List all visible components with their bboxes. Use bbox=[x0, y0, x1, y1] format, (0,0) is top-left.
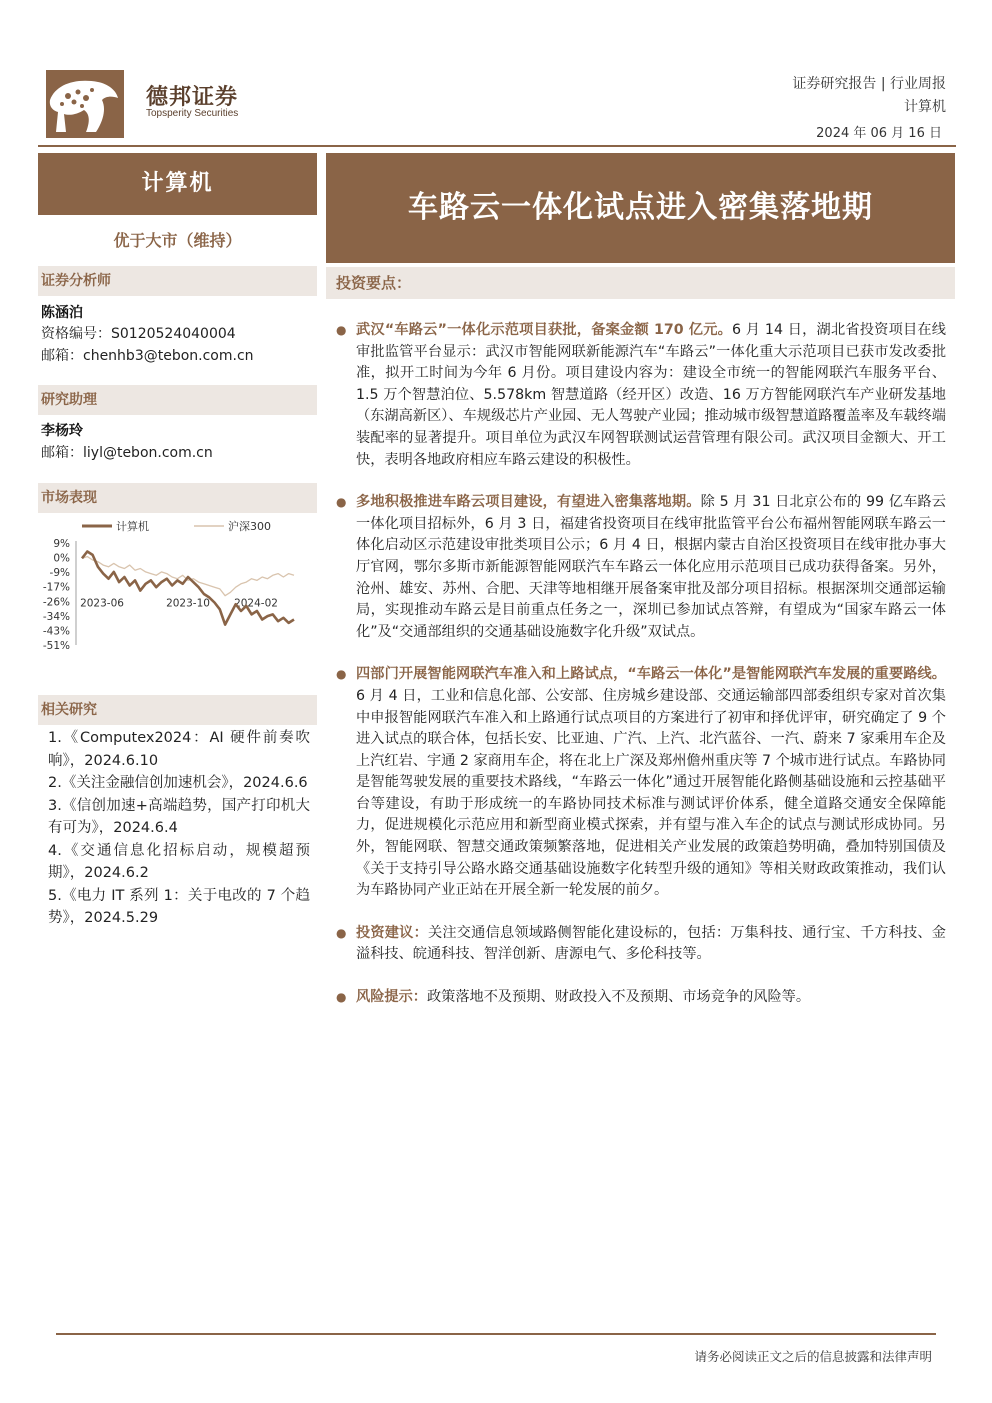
key-point-text: 6 月 4 日，工业和信息化部、公安部、住房城乡建设部、交通运输部四部委组织专家对首次集中申报智能网联汽车准入和上路通行试点项目的方案进行了初审和择优评审，研究确定了 9 个进入试点的联合体，包括长安、比亚迪、广汽、上汽、北汽蓝谷、一汽、蔚来 7 家乘用车企及上汽红岩、宇通 2 家商用车企，将在北上广深及郑州儋州重庆等 7 个城市进行试点。车路协同是智能驾驶发展的重要技术路线，“车路云一体化”通过开展智能化路侧基础设施和云控基础平台等建设，有助于形成统一的车路协同技术标准与测试评价体系，健全道路交通安全保障能力，促进规模化示范应用和新型商业模式探索，并有望与准入车企的试点与测试形成协同。另外，智能网联、智慧交通政策频繁落地，促进相关产业发展的政策趋势明确，叠加特别国债及《关于支持引导公路水路交通基础设施数字化转型升级的通知》等相关财政政策推动，我们认为车路协同产业正站在开展全新一轮发展的前夕。 bbox=[356, 687, 946, 899]
key-point bbox=[334, 320, 946, 471]
market-chart-svg bbox=[38, 515, 317, 655]
footer-disclaimer: 请务必阅读正文之后的信息披露和法律声明 bbox=[694, 1349, 932, 1364]
analyst-email: 邮箱：chenhb3@tebon.com.cn bbox=[41, 348, 254, 364]
related-item[interactable]: 3.《信创加速+高端趋势，国产打印机大有可为》，2024.6.4 bbox=[48, 797, 310, 836]
key-point bbox=[334, 923, 946, 966]
leopard-logo-icon bbox=[46, 70, 124, 138]
sector-banner: 计算机 bbox=[38, 153, 317, 215]
analyst-cert: 资格编号：S0120524040004 bbox=[41, 326, 236, 342]
y-tick-label: 9% bbox=[53, 538, 70, 550]
report-type-block bbox=[792, 73, 946, 119]
key-point-text: 6 月 14 日，湖北省投资项目在线审批监管平台显示：武汉市智能网联新能源汽车“车路云”一体化重大示范项目已获市发改委批准，拟开工时间为今年 6 月份。项目建设内容为：建设全市统一的智能网联汽车服务平台、1.5 万个智慧泊位、5.578km 智慧道路（经开区）改造、16 万方智能网联汽车产业研发基地（东湖高新区）、车规级芯片产业园、无人驾驶产业园；推动城市级智慧道路覆盖率及车载终端装配率的显著提升。项目单位为武汉车网智联测试运营管理有限公司。武汉项目金额大、开工快，表明各地政府相应车路云建设的积极性。 bbox=[356, 322, 947, 468]
report-title: 车路云一体化试点进入密集落地期 bbox=[326, 153, 955, 263]
key-point-text: 政策落地不及预期、财政投入不及预期、市场竞争的风险等。 bbox=[426, 989, 811, 1006]
related-item[interactable]: 5.《电力 IT 系列 1：关于电改的 7 个趋势》，2024.5.29 bbox=[48, 887, 310, 926]
assistant-name: 李杨玲 bbox=[41, 423, 83, 439]
y-tick-label: -26% bbox=[42, 596, 70, 609]
footer-divider bbox=[56, 1333, 936, 1335]
y-tick-label: -17% bbox=[42, 581, 70, 594]
bullet-icon: ● bbox=[336, 990, 347, 1005]
x-tick-label: 2023-10 bbox=[166, 597, 210, 610]
brand-logo bbox=[46, 70, 124, 138]
bullet-icon: ● bbox=[336, 667, 347, 682]
market-heading: 市场表现 bbox=[38, 483, 317, 513]
legend-label: 计算机 bbox=[116, 520, 149, 533]
key-point-lead: 风险提示： bbox=[356, 989, 427, 1006]
key-point bbox=[334, 492, 946, 643]
key-point bbox=[334, 664, 946, 902]
header-sector: 计算机 bbox=[904, 99, 946, 115]
legend-label: 沪深300 bbox=[228, 520, 271, 533]
y-tick-label: -9% bbox=[49, 567, 70, 580]
key-point-lead: 四部门开展智能网联汽车准入和上路试点，“车路云一体化”是智能网联汽车发展的重要路线。 bbox=[356, 666, 946, 683]
analyst-heading: 证券分析师 bbox=[38, 266, 317, 296]
x-tick-label: 2024-02 bbox=[234, 597, 278, 610]
assistant-email: 邮箱：liyl@tebon.com.cn bbox=[41, 445, 213, 461]
related-heading: 相关研究 bbox=[38, 695, 317, 725]
key-points-heading: 投资要点： bbox=[326, 267, 955, 299]
bullet-icon: ● bbox=[336, 925, 347, 940]
key-points-body bbox=[334, 320, 946, 1030]
x-tick-label: 2023-06 bbox=[80, 597, 124, 610]
related-item[interactable]: 1.《Computex2024：AI 硬件前奏吹响》，2024.6.10 bbox=[48, 730, 310, 769]
key-point-text: 除 5 月 31 日北京公布的 99 亿车路云一体化项目招标外，6 月 3 日，福建省投资项目在线审批监管平台公布福州智能网联车路云一体化启动区示范建设审批类项目公示；6 月 4 日，根据内蒙古自治区投资项目在线审批办事大厅官网，鄂尔多斯市新能源智能网联汽车车路云一体化应用示范项目已成功获得备案。另外，沧州、雄安、苏州、合肥、天津等地相继开展备案审批及部分项目招标。根据深圳交通部运输局，实现推动车路云是目前重点任务之一，深圳已参加试点答辩，有望成为“国家车路云一体化”及“交通部组织的交通基础设施数字化升级”双试点。 bbox=[356, 494, 946, 640]
y-tick-label: 0% bbox=[53, 552, 70, 565]
key-point-lead: 武汉“车路云”一体化示范项目获批，备案金额 170 亿元。 bbox=[356, 322, 733, 338]
key-point bbox=[334, 987, 946, 1009]
analyst-name: 陈涵泊 bbox=[41, 305, 83, 321]
y-tick-label: -34% bbox=[42, 610, 70, 623]
key-point-lead: 投资建议： bbox=[356, 924, 428, 941]
key-point-text: 关注交通信息领域路侧智能化建设标的，包括：万集科技、通行宝、千方科技、金溢科技、皖通科技、智洋创新、唐源电气、多伦科技等。 bbox=[356, 924, 946, 963]
rating: 优于大市（维持） bbox=[113, 231, 242, 250]
y-tick-label: -43% bbox=[42, 625, 70, 638]
related-research-list bbox=[48, 727, 310, 930]
report-date: 2024 年 06 月 16 日 bbox=[816, 126, 942, 141]
bullet-icon: ● bbox=[336, 495, 347, 510]
header-divider bbox=[38, 145, 956, 147]
assistant-heading: 研究助理 bbox=[38, 385, 317, 415]
market-chart bbox=[38, 515, 317, 655]
series-line-computer bbox=[82, 552, 294, 625]
related-item[interactable]: 4.《交通信息化招标启动，规模超预期》，2024.6.2 bbox=[48, 842, 310, 881]
key-point-lead: 多地积极推进车路云项目建设，有望进入密集落地期。 bbox=[356, 494, 701, 511]
related-item[interactable]: 2.《关注金融信创加速机会》，2024.6.6 bbox=[48, 775, 308, 791]
y-tick-label: -51% bbox=[42, 640, 70, 652]
brand-name-en: Topsperity Securities bbox=[146, 108, 239, 119]
brand-name-cn: 德邦证券 bbox=[146, 85, 239, 110]
bullet-icon: ● bbox=[336, 323, 347, 337]
report-type: 证券研究报告 | 行业周报 bbox=[792, 76, 946, 92]
